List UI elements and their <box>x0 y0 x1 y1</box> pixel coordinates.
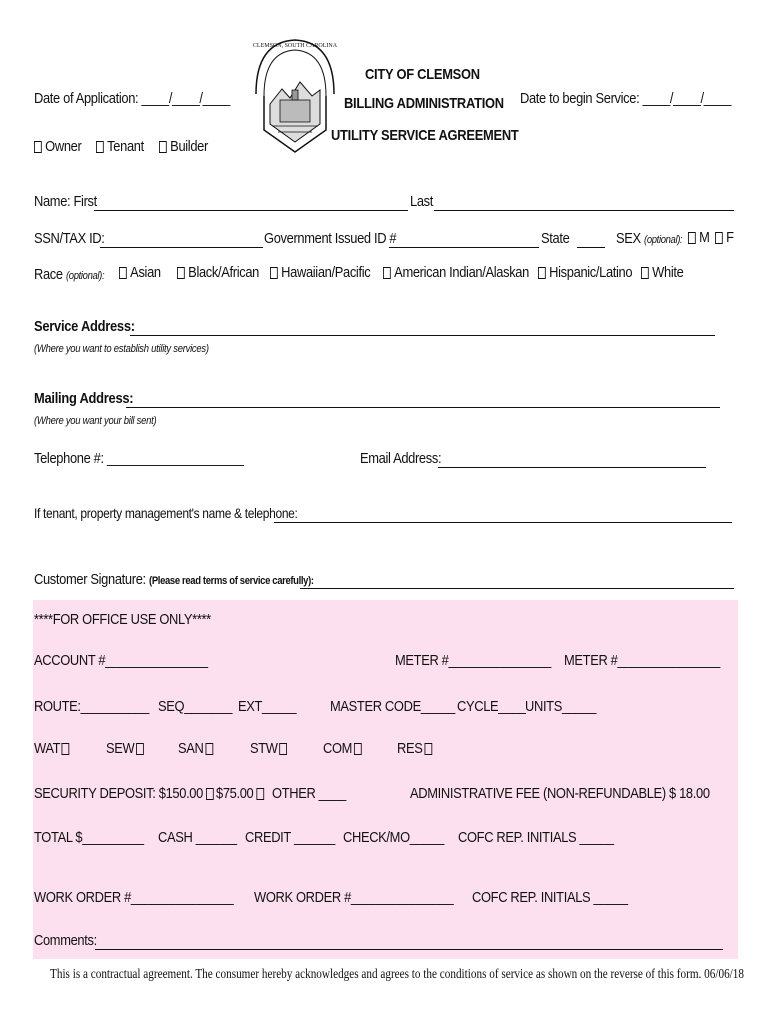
sex-male-checkbox[interactable] <box>688 229 710 246</box>
owner-label: Owner <box>45 138 82 155</box>
cycle-field[interactable]: CYCLE____ <box>457 698 526 715</box>
department-name: BILLING ADMINISTRATION <box>344 95 504 112</box>
service-san-label: SAN <box>178 740 204 757</box>
owner-checkbox[interactable] <box>34 138 81 155</box>
route-field[interactable]: ROUTE:__________ <box>34 698 149 715</box>
sex-text: SEX <box>616 230 641 247</box>
service-wat-label: WAT <box>34 740 61 757</box>
ssn-field[interactable] <box>100 247 263 248</box>
first-name-field[interactable] <box>94 210 408 211</box>
checkbox-icon[interactable] <box>257 788 265 800</box>
master-code-field[interactable]: MASTER CODE_____ <box>330 698 455 715</box>
race-option-label: White <box>652 264 684 281</box>
gov-id-field[interactable] <box>389 247 539 248</box>
date-of-application-field[interactable]: Date of Application: ____/____/____ <box>34 90 230 107</box>
race-text: Race <box>34 266 63 283</box>
signature-note: (Please read terms of service carefully): <box>149 575 314 587</box>
tenant-checkbox[interactable] <box>96 138 144 155</box>
checkbox-icon[interactable] <box>34 141 42 153</box>
mailing-address-note: (Where you want your bill sent) <box>34 415 157 427</box>
email-field[interactable] <box>438 467 706 468</box>
cofc-initials-field-2[interactable]: COFC REP. INITIALS _____ <box>472 889 628 906</box>
checkbox-icon[interactable] <box>715 232 723 244</box>
service-stw-label: STW <box>250 740 278 757</box>
checkbox-icon[interactable] <box>205 743 213 755</box>
service-sew-checkbox[interactable] <box>106 740 144 757</box>
sex-female-checkbox[interactable] <box>715 229 734 246</box>
comments-label: Comments: <box>34 932 97 949</box>
contract-footer-note: This is a contractual agreement. The consumer hereby acknowledges and agrees to the conditions of service as shown on the reverse of this form. 06/06/18 <box>50 967 744 982</box>
race-option-american-indian[interactable] <box>383 264 529 281</box>
account-field[interactable]: ACCOUNT #_______________ <box>34 652 208 669</box>
male-label: M <box>699 229 710 246</box>
customer-signature-label <box>34 571 314 588</box>
cash-field[interactable]: CASH ______ <box>158 829 237 846</box>
last-name-field[interactable] <box>434 210 734 211</box>
ssn-label: SSN/TAX ID: <box>34 230 105 247</box>
work-order-field-2[interactable]: WORK ORDER #_______________ <box>254 889 454 906</box>
mailing-address-label: Mailing Address: <box>34 390 134 407</box>
meter-field-1[interactable]: METER #_______________ <box>395 652 551 669</box>
service-sew-label: SEW <box>106 740 135 757</box>
service-address-label: Service Address: <box>34 318 135 335</box>
service-res-label: RES <box>397 740 423 757</box>
race-optional-note: (optional): <box>65 270 105 282</box>
service-address-field[interactable] <box>130 335 715 336</box>
city-name: CITY OF CLEMSON <box>365 66 480 83</box>
race-option-label: American Indian/Alaskan <box>394 264 529 281</box>
first-name-label: Name: First <box>34 193 97 210</box>
administrative-fee: ADMINISTRATIVE FEE (NON-REFUNDABLE) $ 18.00 <box>410 785 710 802</box>
city-seal-logo <box>252 34 338 158</box>
deposit-75-label: $75.00 <box>216 785 254 802</box>
cofc-initials-field-1[interactable]: COFC REP. INITIALS _____ <box>458 829 614 846</box>
seal-lettering: CLEMSON, SOUTH CAROLINA <box>252 43 338 49</box>
race-option-label: Asian <box>130 264 161 281</box>
form-title: UTILITY SERVICE AGREEMENT <box>331 127 519 144</box>
signature-text: Customer Signature: <box>34 571 146 588</box>
email-label: Email Address: <box>360 450 442 467</box>
check-mo-field[interactable]: CHECK/MO_____ <box>343 829 444 846</box>
seq-field[interactable]: SEQ_______ <box>158 698 233 715</box>
office-use-heading: ****FOR OFFICE USE ONLY**** <box>34 611 211 628</box>
race-option-label: Hawaiian/Pacific <box>281 264 371 281</box>
service-san-checkbox[interactable] <box>178 740 213 757</box>
checkbox-icon[interactable] <box>136 743 144 755</box>
service-res-checkbox[interactable] <box>397 740 432 757</box>
security-deposit-label: SECURITY DEPOSIT: $150.00 <box>34 785 203 802</box>
mailing-address-field[interactable] <box>126 407 720 408</box>
credit-field[interactable]: CREDIT ______ <box>245 829 335 846</box>
checkbox-icon[interactable] <box>159 141 167 153</box>
security-deposit-150[interactable] <box>34 785 217 802</box>
checkbox-icon[interactable] <box>62 743 70 755</box>
tenant-management-label: If tenant, property management's name & telephone: <box>34 505 298 521</box>
race-option-label: Hispanic/Latino <box>549 264 633 281</box>
security-deposit-75[interactable] <box>216 785 268 802</box>
service-address-note: (Where you want to establish utility services) <box>34 343 209 355</box>
checkbox-icon[interactable] <box>177 267 185 279</box>
comments-field[interactable] <box>95 949 723 950</box>
total-field[interactable]: TOTAL $_________ <box>34 829 144 846</box>
race-option-asian[interactable] <box>119 264 161 281</box>
checkbox-icon[interactable] <box>354 743 362 755</box>
tenant-label: Tenant <box>107 138 144 155</box>
race-option-white[interactable] <box>641 264 683 281</box>
security-deposit-other[interactable]: OTHER ____ <box>272 785 347 802</box>
checkbox-icon[interactable] <box>270 267 278 279</box>
meter-field-2[interactable]: METER #_______________ <box>564 652 720 669</box>
gov-id-label: Government Issued ID # <box>264 230 397 247</box>
checkbox-icon[interactable] <box>383 267 391 279</box>
checkbox-icon[interactable] <box>119 267 127 279</box>
service-com-checkbox[interactable] <box>323 740 362 757</box>
sex-optional-note: (optional): <box>644 234 683 246</box>
work-order-field-1[interactable]: WORK ORDER #_______________ <box>34 889 234 906</box>
sex-label <box>616 230 682 247</box>
checkbox-icon[interactable] <box>206 788 214 800</box>
race-option-hispanic[interactable] <box>538 264 632 281</box>
builder-label: Builder <box>170 138 208 155</box>
last-name-label: Last <box>410 193 434 210</box>
service-com-label: COM <box>323 740 353 757</box>
race-option-label: Black/African <box>188 264 259 281</box>
checkbox-icon[interactable] <box>538 267 546 279</box>
race-option-black[interactable] <box>177 264 259 281</box>
state-label: State <box>541 230 570 247</box>
service-stw-checkbox[interactable] <box>250 740 287 757</box>
units-field[interactable]: UNITS_____ <box>525 698 597 715</box>
ext-field[interactable]: EXT_____ <box>238 698 297 715</box>
checkbox-icon[interactable] <box>96 141 104 153</box>
state-field[interactable] <box>577 247 605 248</box>
female-label: F <box>726 229 734 246</box>
checkbox-icon[interactable] <box>279 743 287 755</box>
service-wat-checkbox[interactable] <box>34 740 70 757</box>
checkbox-icon[interactable] <box>641 267 649 279</box>
customer-signature-field[interactable] <box>300 588 734 589</box>
date-begin-service-field[interactable]: Date to begin Service: ____/____/____ <box>520 90 732 107</box>
builder-checkbox[interactable] <box>159 138 208 155</box>
race-option-hawaiian[interactable] <box>270 264 370 281</box>
checkbox-icon[interactable] <box>424 743 432 755</box>
telephone-field[interactable]: Telephone #: ____________________ <box>34 450 244 467</box>
race-label <box>34 266 104 283</box>
checkbox-icon[interactable] <box>688 232 696 244</box>
tenant-management-field[interactable] <box>274 522 732 523</box>
